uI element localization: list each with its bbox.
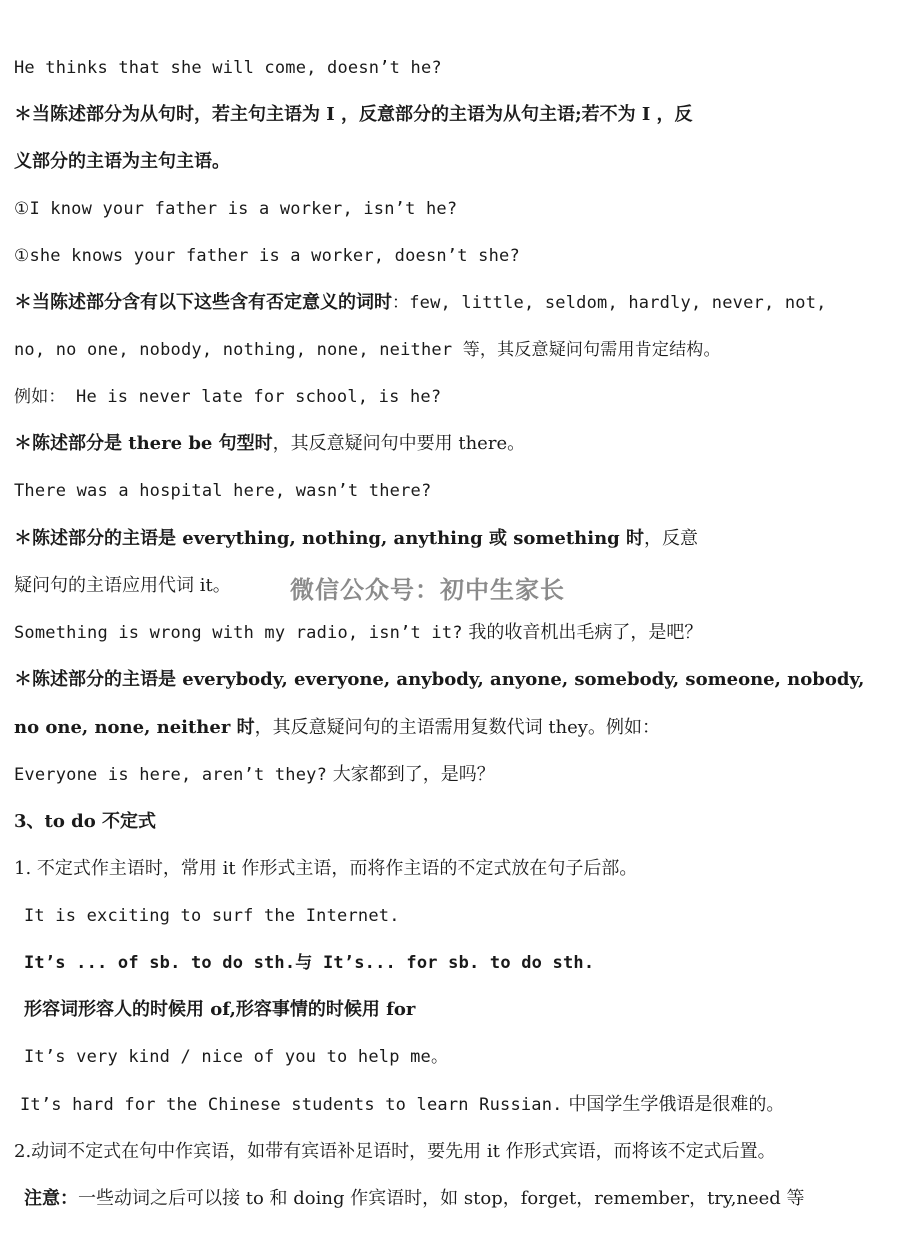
rule-line: [14, 716, 660, 740]
example-sentence: Something is wrong with my radio, isn’t it?: [14, 623, 463, 643]
pattern-line: It’s ... of sb. to do sth.与 It’s... for sb. to do sth.: [24, 953, 595, 973]
example-sentence: It’s very kind / nice of you to help me。: [24, 1047, 449, 1067]
rule-heading-cont: 义部分的主语为主句主语。: [14, 151, 230, 172]
example-sentence: There was a hospital here, wasn’t there?: [14, 481, 432, 501]
rule-text-cont: 疑问句的主语应用代词 it。: [14, 575, 231, 596]
rule-text: no, no one, nobody, nothing, none, neither 等，其反意疑问句需用肯定结构。: [14, 340, 721, 360]
translation: 中国学生学俄语是很难的。: [562, 1094, 785, 1115]
rule-heading: ＊陈述部分的主语是 everything, nothing, anything 或 something 时: [14, 528, 645, 549]
rule-text: ，其反意疑问句中要用 there。: [272, 433, 526, 454]
rule-heading: 形容词形容人的时候用 of,形容事情的时候用 for: [24, 999, 416, 1020]
example-sentence: Everyone is here, aren’t they?: [14, 765, 328, 785]
example-sentence: He thinks that she will come, doesn’t he?: [14, 58, 442, 78]
rule-line: [14, 527, 698, 551]
rule-heading: ＊陈述部分是 there be 句型时: [14, 433, 273, 454]
example-sentence: ①she knows your father is a worker, doesn’t she?: [14, 246, 520, 266]
example-sentence: 例如： He is never late for school, is he?: [14, 387, 442, 407]
note-label: 注意：: [24, 1188, 78, 1209]
word-list: ：few, little, seldom, hardly, never, not,: [392, 293, 827, 313]
rule-text: ，其反意疑问句的主语需用复数代词 they。例如：: [254, 717, 660, 738]
rule-text: 1. 不定式作主语时，常用 it 作形式主语，而将作主语的不定式放在句子后部。: [14, 858, 638, 879]
rule-text: 2.动词不定式在句中作宾语，如带有宾语补足语时，要先用 it 作形式宾语，而将该不定式后置。: [14, 1141, 776, 1162]
rule-line: [14, 291, 827, 315]
example-sentence: It is exciting to surf the Internet.: [24, 906, 400, 926]
example-sentence: ①I know your father is a worker, isn’t he?: [14, 199, 458, 219]
example-sentence: It’s hard for the Chinese students to learn Russian.: [20, 1095, 563, 1115]
translation: 大家都到了，是吗？: [327, 764, 495, 785]
example-line: [14, 763, 495, 787]
translation: 我的收音机出毛病了，是吧？: [462, 622, 703, 643]
rule-heading: ＊当陈述部分含有以下这些含有否定意义的词时: [14, 292, 392, 313]
section-heading: 3、to do 不定式: [14, 811, 156, 832]
rule-heading-cont: no one, none, neither 时: [14, 717, 255, 738]
example-line: [20, 1093, 784, 1117]
rule-heading: ＊陈述部分的主语是 everybody, everyone, anybody, anyone, somebody, someone, nobody,: [14, 669, 865, 690]
example-line: [14, 621, 702, 645]
rule-text: ，反意: [644, 528, 699, 549]
watermark: 微信公众号：初中生家长: [290, 576, 565, 604]
note-line: [24, 1187, 805, 1211]
rule-line: [14, 432, 525, 456]
rule-heading: ＊当陈述部分为从句时，若主句主语为 I ，反意部分的主语为从句主语;若不为 I ，反: [14, 104, 693, 125]
note-text: 一些动词之后可以接 to 和 doing 作宾语时，如 stop，forget，remember，try,need 等: [78, 1188, 805, 1209]
